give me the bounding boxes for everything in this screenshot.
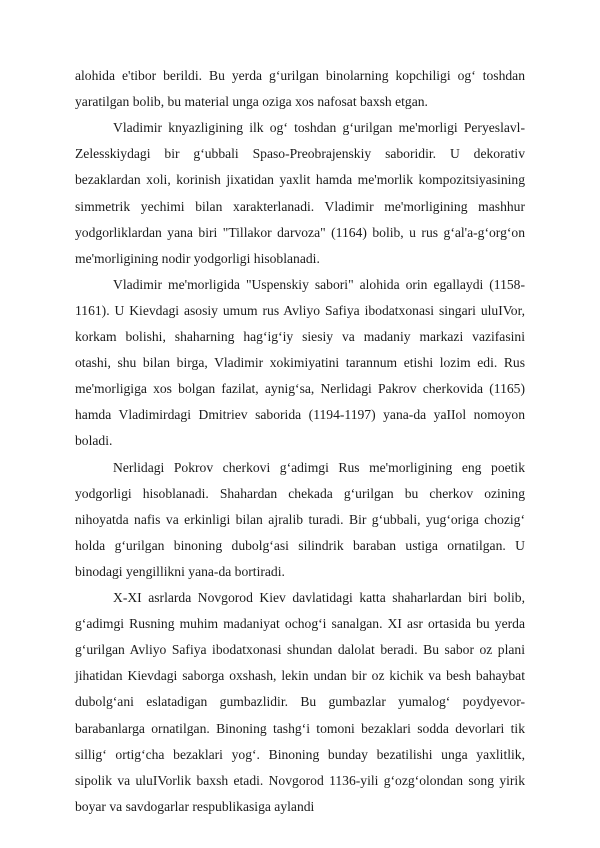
paragraph-start-line: X-XI asrlarda Novgorod Kiev davlatidagi katta shaharlardan biri bolib, [113,590,525,605]
text-line: 1161). U Kievdagi asosiy umum rus Avliyo Safiya ibodatxonasi singari uluIVor, [75,302,525,318]
text-line: nihoyatda nafis va erkinligi bilan ajralib turadi. Bir g‘ubbali, yug‘origa chozig‘ [75,511,525,527]
text-line: korkam bolishi, shaharning hag‘ig‘iy siesiy va madaniy markazi vazifasini [75,329,525,344]
text-line: me'morligiga xos bolgan fazilat, aynig‘sa, Nerlidagi Pakrov cherkovida (1165) [75,381,525,397]
paragraph-start-line: Vladimir knyazligining ilk og‘ toshdan g‘urilgan me'morligi Peryeslavl- [113,120,525,136]
text-line: Zelesskiydagi bir g‘ubbali Spaso-Preobrajenskiy saboridir. U dekorativ [75,146,525,162]
text-line: yaratilgan bolib, bu material unga oziga xos nafosat baxsh etgan. [75,94,428,110]
text-line: barabanlarga ornatilgan. Binoning tashg‘i tomoni bezaklari sodda devorlari tik [75,720,525,736]
text-line: hamda Vladimirdagi Dmitriev saborida (1194-1197) yana-da yaIIol nomoyon [75,407,525,423]
text-line: alohida e'tibor berildi. Bu yerda g‘urilgan binolarning kopchiligi og‘ toshdan [75,68,525,83]
text-line: g‘urilgan Avliyo Safiya ibodatxonasi shundan dalolat beradi. Bu sabor oz plani [75,642,525,658]
text-line: holda g‘urilgan binoning dubolg‘asi silindrik baraban ustiga ornatilgan. U [75,537,525,553]
text-line: simmetrik yechimi bilan xarakterlanadi. Vladimir me'morligining mashhur [75,198,525,214]
text-line: boyar va savdogarlar respublikasiga aylandi [75,798,315,814]
text-line: yodgorligi hisoblanadi. Shahardan chekada g‘urilgan bu cherkov ozining [75,485,525,501]
text-line: bezaklardan xoli, korinish jixatidan yaxlit hamda me'morlik kompozitsiyasining [75,172,525,188]
text-line: binodagi yengillikni yana-da bortiradi. [75,563,285,579]
text-line: yodgorliklardan yana biri "Tillakor darvoza" (1164) bolib, u rus g‘al'a-g‘org‘on [75,224,525,240]
text-line: boladi. [75,433,113,449]
paragraph-start-line: Nerlidagi Pokrov cherkovi g‘adimgi Rus me'morligining eng poetik [113,459,525,475]
text-line: g‘adimgi Rusning muhim madaniyat ochog‘i sanalgan. XI asr ortasida bu yerda [75,616,525,632]
text-line: otashi, shu bilan birga, Vladimir xokimiyatini tarannum etishi lozim edi. Rus [75,355,525,371]
text-line: sillig‘ ortig‘cha bezaklari yog‘. Binoning bunday bezatilishi unga yaxlitlik, [75,746,525,762]
text-line: me'morligining nodir yodgorligi hisoblanadi. [75,250,320,266]
text-line: jihatidan Kievdagi saborga oxshash, lekin undan bir oz kichik va besh bahaybat [75,668,525,684]
text-line: sipolik va uluIVorlik baxsh etadi. Novgorod 1136-yili g‘ozg‘olondan song yirik [75,772,525,788]
text-line: dubolg‘ani eslatadigan gumbazlidir. Bu gumbazlar yumalog‘ poydyevor- [75,694,525,710]
paragraph-start-line: Vladimir me'morligida "Uspenskiy sabori" alohida orin egallaydi (1158- [113,276,525,292]
